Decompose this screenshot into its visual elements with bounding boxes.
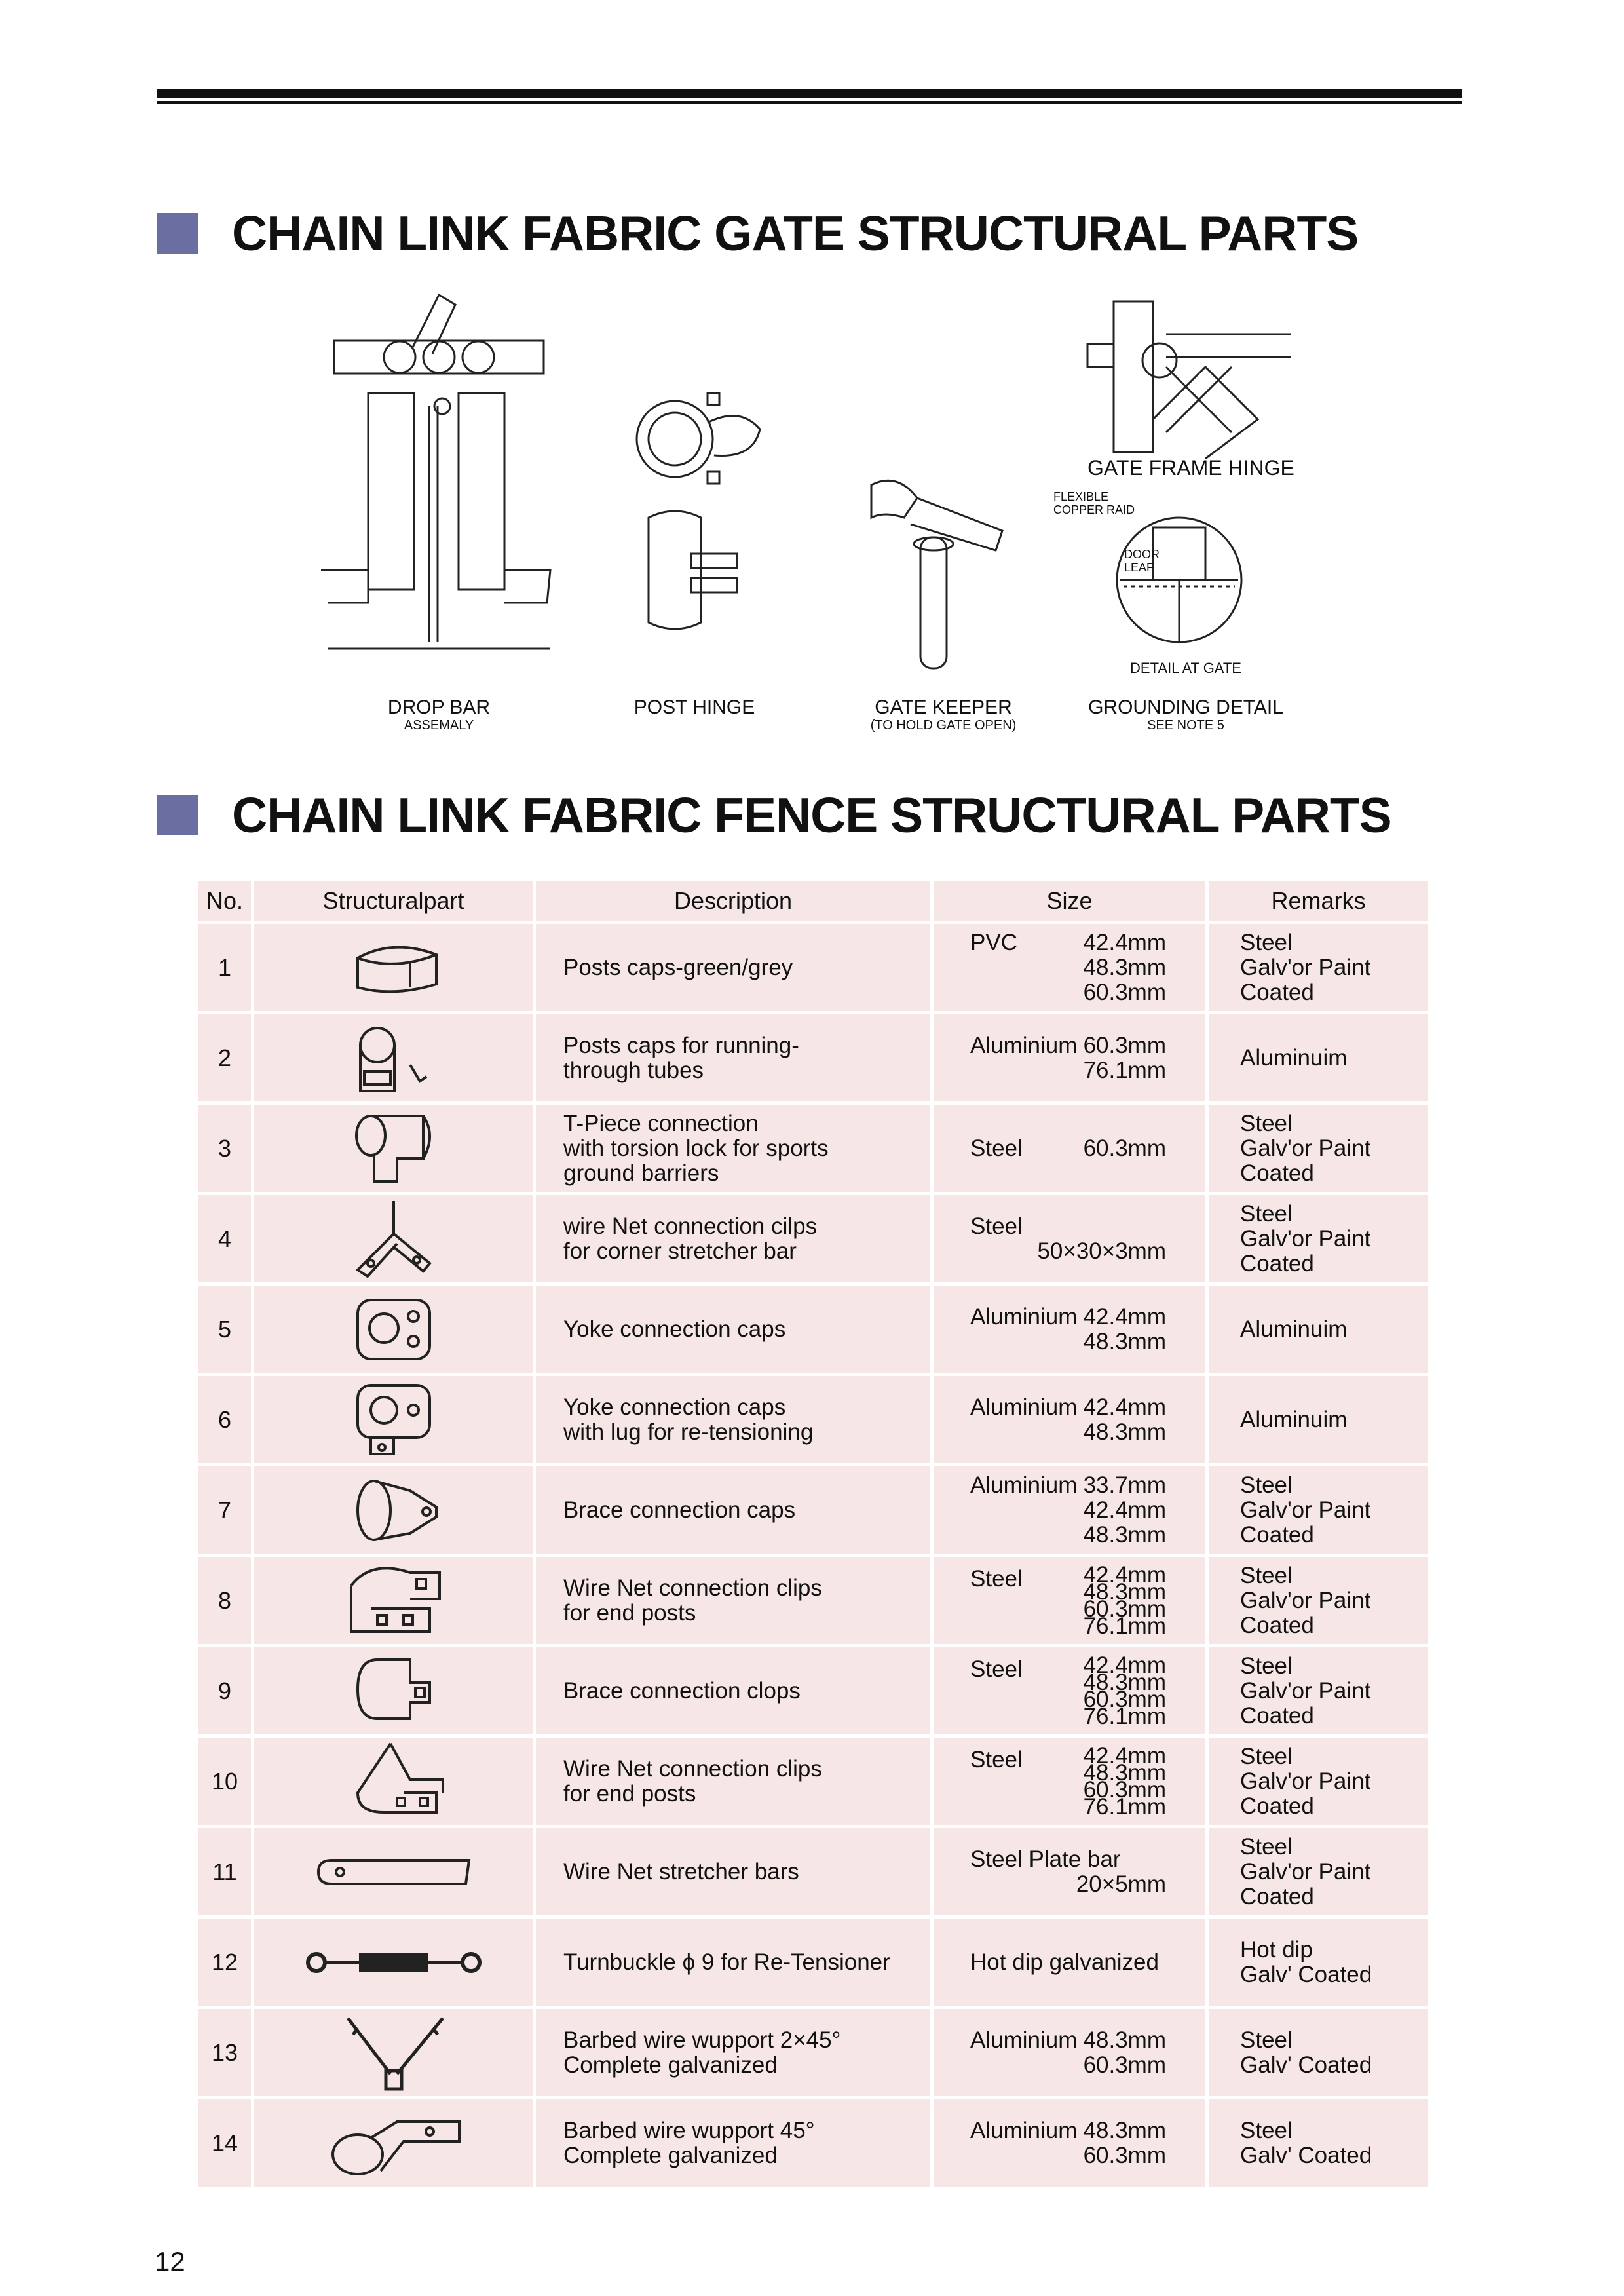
size-material: Aluminium	[970, 1303, 1078, 1330]
row-remarks: Steel Galv'or Paint Coated	[1207, 1827, 1430, 1917]
size-material: Steel	[970, 1135, 1023, 1161]
row-number: 1	[197, 923, 253, 1013]
size-values: 60.3mm 76.1mm	[1083, 1032, 1166, 1083]
running-through-cap-icon	[338, 1019, 449, 1098]
row-number: 11	[197, 1827, 253, 1917]
size-material: Aluminium	[970, 1032, 1078, 1058]
table-row	[197, 1556, 1430, 1646]
end-post-clip-angled-icon	[331, 1740, 456, 1822]
fence-section-heading	[157, 788, 1391, 843]
gate-frame-hinge-illustration	[1074, 295, 1291, 459]
table-row	[197, 2008, 1430, 2098]
row-number: 3	[197, 1103, 253, 1194]
size-values: 42.4mm 48.3mm	[1083, 1303, 1166, 1354]
size-material: Aluminium	[970, 1472, 1078, 1498]
row-remarks: Hot dip Galv' Coated	[1207, 1917, 1430, 2008]
grounding-detail-illustration	[1107, 514, 1258, 659]
row-description: Turnbuckle ϕ 9 for Re-Tensioner	[535, 1917, 932, 2008]
post-hinge-illustration	[629, 387, 780, 636]
size-values: 60.3mm	[1083, 1135, 1166, 1161]
stretcher-bar-icon	[309, 1846, 479, 1898]
brace-cap-icon	[338, 1471, 449, 1550]
row-remarks: Steel Galv'or Paint Coated	[1207, 1465, 1430, 1556]
end-post-clip-icon	[331, 1559, 456, 1641]
row-remarks: Steel Galv'or Paint Coated	[1207, 1103, 1430, 1194]
table-row	[197, 1013, 1430, 1103]
row-number: 4	[197, 1194, 253, 1284]
size-values: 50×30×3mm	[1037, 1238, 1166, 1264]
row-remarks: Aluminuim	[1207, 1375, 1430, 1465]
row-remarks: Aluminuim	[1207, 1013, 1430, 1103]
yoke-cap-lug-icon	[338, 1379, 449, 1461]
row-description: Yoke connection caps with lug for re-tensioning	[535, 1375, 932, 1465]
yoke-cap-icon	[338, 1290, 449, 1369]
header-remarks: Remarks	[1207, 880, 1430, 923]
size-values: 42.4mm 48.3mm 60.3mm 76.1mm	[1083, 1742, 1166, 1820]
table-row	[197, 1103, 1430, 1194]
row-description: Brace connection clops	[535, 1646, 932, 1736]
row-description: Posts caps-green/grey	[535, 923, 932, 1013]
row-remarks: Steel Galv'or Paint Coated	[1207, 1556, 1430, 1646]
gate-section-title: CHAIN LINK FABRIC GATE STRUCTURAL PARTS	[232, 206, 1359, 261]
size-material: Aluminium	[970, 2027, 1078, 2053]
table-row	[197, 1646, 1430, 1736]
door-leaf-label: DOOR LEAF	[1124, 548, 1160, 574]
row-number: 14	[197, 2098, 253, 2189]
row-description: T-Piece connection with torsion lock for sports ground barriers	[535, 1103, 932, 1194]
header-no: No.	[197, 880, 253, 923]
fence-section-title: CHAIN LINK FABRIC FENCE STRUCTURAL PARTS	[232, 788, 1391, 843]
size-material: Steel	[970, 1565, 1023, 1592]
gate-keeper-illustration	[852, 472, 1022, 675]
header-structural-part: Structuralpart	[253, 880, 535, 923]
row-number: 9	[197, 1646, 253, 1736]
detail-at-gate-label: DETAIL AT GATE	[1130, 660, 1241, 676]
size-material: Steel	[970, 1746, 1023, 1772]
size-material: Aluminium	[970, 1394, 1078, 1420]
header-size: Size	[932, 880, 1207, 923]
row-description: wire Net connection cilps for corner stretcher bar	[535, 1194, 932, 1284]
barbed-wire-45-support-icon	[318, 2102, 469, 2184]
row-number: 12	[197, 1917, 253, 2008]
row-number: 6	[197, 1375, 253, 1465]
brace-clop-icon	[338, 1650, 449, 1732]
row-remarks: Steel Galv' Coated	[1207, 2008, 1430, 2098]
table-row	[197, 1827, 1430, 1917]
row-remarks: Steel Galv' Coated	[1207, 2098, 1430, 2189]
top-rule	[157, 89, 1462, 98]
row-remarks: Steel Galv'or Paint Coated	[1207, 1646, 1430, 1736]
row-number: 8	[197, 1556, 253, 1646]
table-header-row	[197, 880, 1430, 923]
table-row	[197, 2098, 1430, 2189]
row-description: Barbed wire wupport 45° Complete galvanized	[535, 2098, 932, 2189]
barbed-wire-v-support-icon	[328, 2012, 459, 2094]
drop-bar-illustration	[321, 275, 557, 668]
size-values: 42.4mm 48.3mm	[1083, 1394, 1166, 1445]
row-description: Wire Net stretcher bars	[535, 1827, 932, 1917]
size-material: Steel	[970, 1656, 1023, 1682]
fence-parts-table	[195, 878, 1431, 2190]
size-material: Steel Plate bar	[970, 1846, 1121, 1872]
gate-section-heading	[157, 206, 1358, 261]
row-description: Brace connection caps	[535, 1465, 932, 1556]
size-values: 42.4mm 48.3mm 60.3mm 76.1mm	[1083, 1652, 1166, 1729]
size-values: 42.4mm 48.3mm 60.3mm	[1083, 929, 1166, 1005]
row-description: Barbed wire wupport 2×45° Complete galvanized	[535, 2008, 932, 2098]
table-row	[197, 1917, 1430, 2008]
header-description: Description	[535, 880, 932, 923]
grounding-detail-label: GROUNDING DETAIL SEE NOTE 5	[1088, 697, 1283, 733]
row-number: 13	[197, 2008, 253, 2098]
row-remarks: Aluminuim	[1207, 1284, 1430, 1375]
size-values: 48.3mm 60.3mm	[1083, 2027, 1166, 2078]
post-cap-icon	[338, 932, 449, 1004]
row-remarks: Steel Galv'or Paint Coated	[1207, 923, 1430, 1013]
section-bullet-square-icon	[157, 213, 198, 254]
table-row	[197, 1465, 1430, 1556]
t-piece-connection-icon	[338, 1109, 449, 1188]
table-row	[197, 1375, 1430, 1465]
row-description: Yoke connection caps	[535, 1284, 932, 1375]
table-row	[197, 1284, 1430, 1375]
table-row	[197, 923, 1430, 1013]
size-material: Hot dip galvanized	[932, 1917, 1207, 2008]
top-rule-thin	[157, 101, 1462, 104]
row-description: Wire Net connection clips for end posts	[535, 1556, 932, 1646]
drop-bar-label: DROP BAR ASSEMALY	[387, 697, 491, 733]
gate-frame-hinge-label: GATE FRAME HINGE	[1087, 456, 1294, 480]
corner-stretcher-clip-icon	[338, 1198, 449, 1280]
row-number: 2	[197, 1013, 253, 1103]
table-row	[197, 1736, 1430, 1827]
row-number: 10	[197, 1736, 253, 1827]
row-remarks: Steel Galv'or Paint Coated	[1207, 1194, 1430, 1284]
table-row	[197, 1194, 1430, 1284]
flexible-copper-label: FLEXIBLE COPPER RAID	[1053, 490, 1135, 516]
size-material: PVC	[970, 929, 1017, 955]
post-hinge-label: POST HINGE	[633, 697, 755, 718]
section-bullet-square-icon	[157, 795, 198, 835]
gate-keeper-label: GATE KEEPER (TO HOLD GATE OPEN)	[870, 697, 1017, 733]
row-number: 7	[197, 1465, 253, 1556]
size-values: 48.3mm 60.3mm	[1083, 2117, 1166, 2168]
row-remarks: Steel Galv'or Paint Coated	[1207, 1736, 1430, 1827]
row-description: Wire Net connection clips for end posts	[535, 1736, 932, 1827]
size-values: 20×5mm	[1076, 1871, 1166, 1897]
page-number: 12	[155, 2246, 185, 2277]
size-values: 42.4mm 48.3mm 60.3mm 76.1mm	[1083, 1561, 1166, 1639]
size-material: Aluminium	[970, 2117, 1078, 2143]
size-material: Steel	[970, 1213, 1023, 1239]
turnbuckle-icon	[302, 1943, 485, 1982]
row-number: 5	[197, 1284, 253, 1375]
size-values: 33.7mm 42.4mm 48.3mm	[1083, 1472, 1166, 1548]
row-description: Posts caps for running- through tubes	[535, 1013, 932, 1103]
